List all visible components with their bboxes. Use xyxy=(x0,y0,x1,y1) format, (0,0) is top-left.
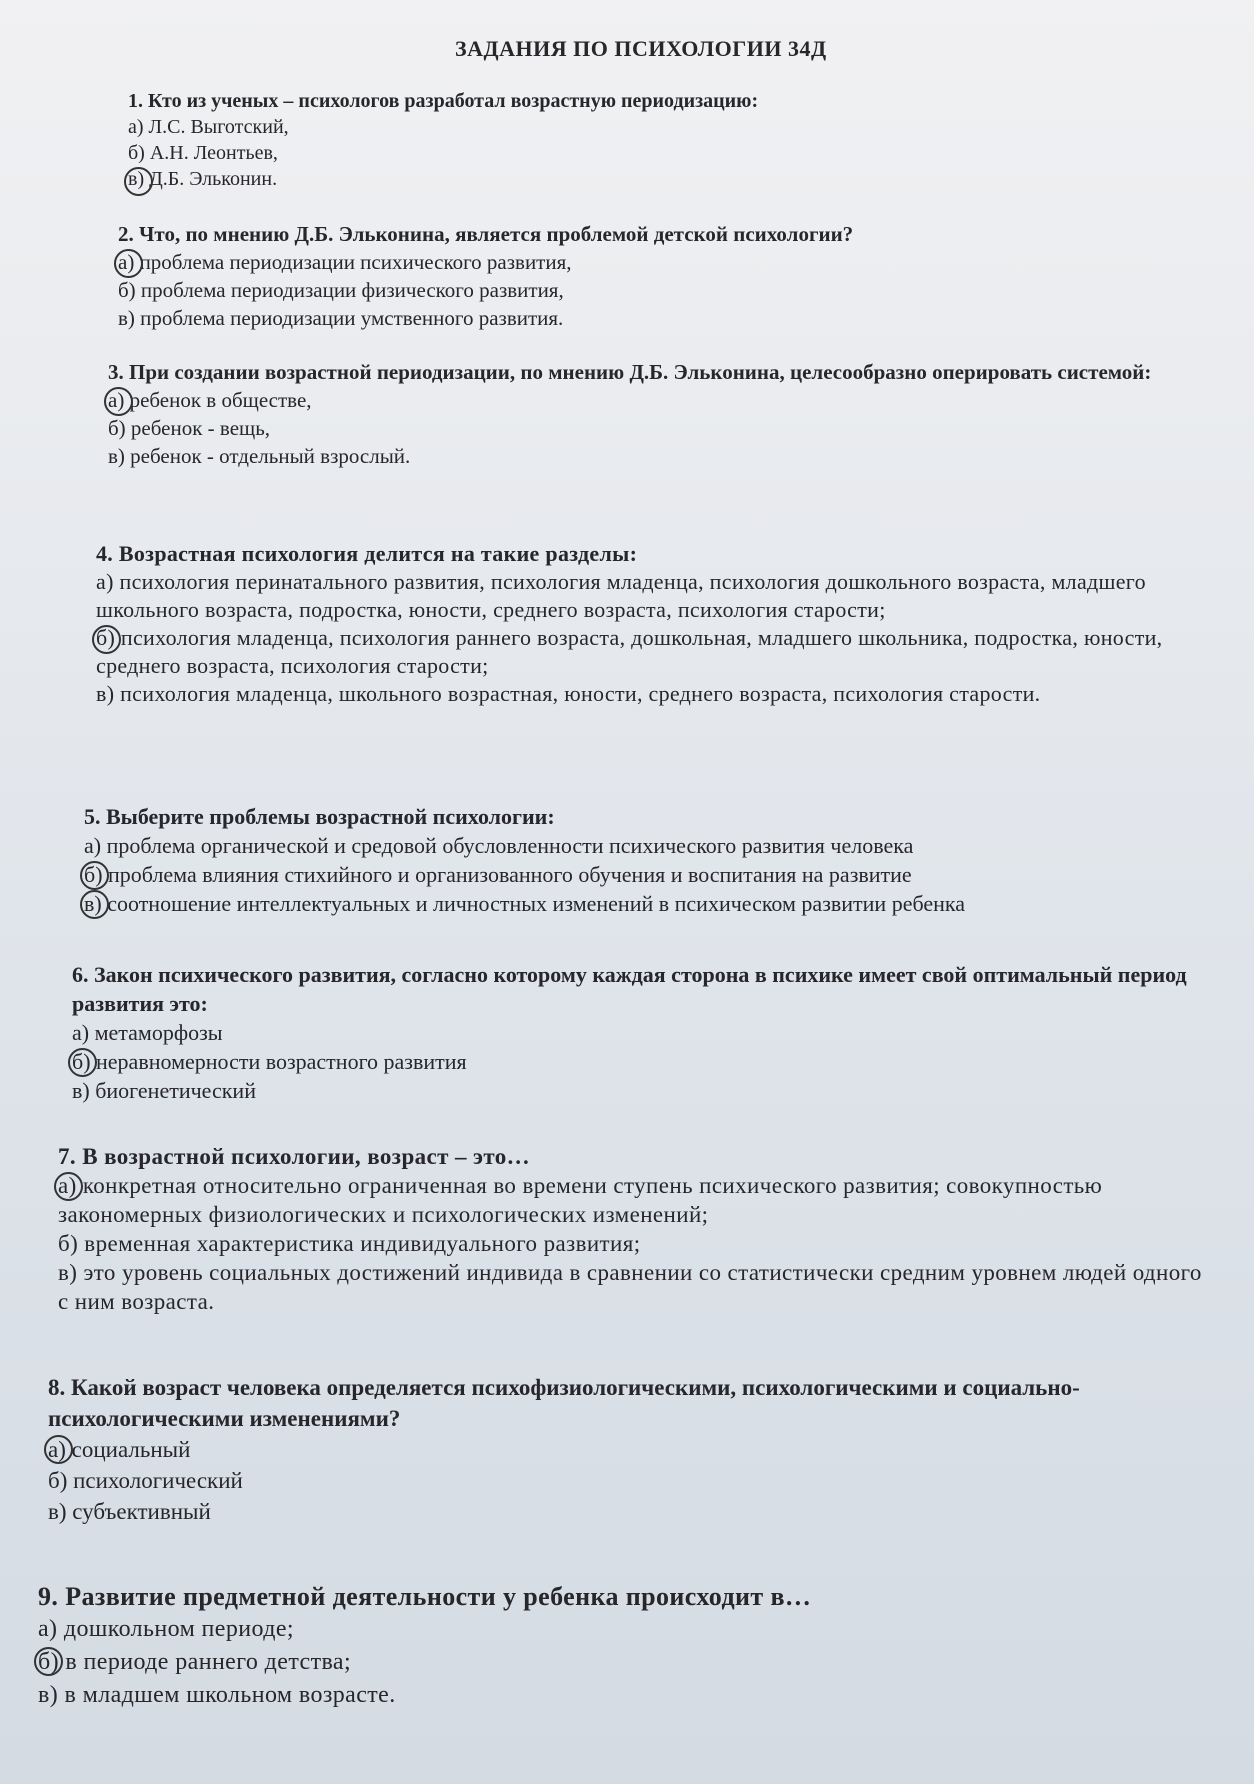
question-6 xyxy=(72,960,1192,1105)
answer-option-marked: б) проблема влияния стихийного и организованного обучения и воспитания на развитие xyxy=(84,860,1224,889)
answer-option: в) в младшем школьном возрасте. xyxy=(38,1682,396,1708)
question-title: 1. Кто из ученых – психологов разработал возрастную периодизацию: xyxy=(128,90,759,112)
answer-option-marked: в) соотношение интеллектуальных и личностных изменений в психическом развитии ребенка xyxy=(84,889,1224,918)
answer-option-marked: в) Д.Б. Эльконин. xyxy=(128,166,1188,192)
answer-option: б) временная характеристика индивидуального развития; xyxy=(58,1231,641,1256)
answer-option: в) биогенетический xyxy=(72,1078,256,1103)
answer-option-marked: б) неравномерности возрастного развития xyxy=(72,1047,1192,1076)
answer-option: а) Л.С. Выготский, xyxy=(128,116,289,138)
page-title: ЗАДАНИЯ ПО ПСИХОЛОГИИ 34Д xyxy=(455,36,827,61)
question-title: 4. Возрастная психология делится на такие разделы: xyxy=(96,541,638,566)
answer-option: б) психологический xyxy=(48,1468,243,1493)
question-5 xyxy=(84,802,1224,918)
answer-option-marked: а) ребенок в обществе, xyxy=(108,386,1178,414)
answer-option-marked: а) проблема периодизации психического развития, xyxy=(118,248,1198,276)
answer-option: а) психология перинатального развития, психология младенца, психология дошкольного возраста, младшего школьного возраста, подростка, юности, среднего возраста, психология старости; xyxy=(96,569,1146,622)
answer-option: в) субъективный xyxy=(48,1499,211,1524)
question-7 xyxy=(58,1142,1208,1316)
answer-option: а) метаморфозы xyxy=(72,1020,223,1045)
question-8 xyxy=(48,1372,1198,1527)
answer-option-marked: б) психология младенца, психология раннего возраста, дошкольная, младшего школьника, подростка, юности, среднего возраста, психология старости; xyxy=(96,624,1226,680)
question-2 xyxy=(118,220,1198,332)
question-3 xyxy=(108,358,1178,470)
question-title: 6. Закон психического развития, согласно которому каждая сторона в психике имеет свой оптимальный период развития это: xyxy=(72,962,1187,1016)
answer-option-marked: б) в периоде раннего детства; xyxy=(38,1646,1198,1679)
question-title: 7. В возрастной психологии, возраст – это… xyxy=(58,1144,531,1169)
answer-option: в) ребенок - отдельный взрослый. xyxy=(108,444,411,468)
question-title: 9. Развитие предметной деятельности у ребенка происходит в… xyxy=(38,1582,812,1611)
answer-option: б) А.Н. Леонтьев, xyxy=(128,142,278,164)
question-1 xyxy=(128,88,1188,192)
question-title: 2. Что, по мнению Д.Б. Эльконина, является проблемой детской психологии? xyxy=(118,222,854,246)
answer-option: б) ребенок - вещь, xyxy=(108,416,271,440)
answer-option: а) проблема органической и средовой обусловленности психического развития человека xyxy=(84,833,914,858)
answer-option: в) это уровень социальных достижений индивида в сравнении со статистически средним уровнем людей одного с ним возраста. xyxy=(58,1260,1202,1314)
question-4 xyxy=(96,540,1226,708)
answer-option-marked: а) социальный xyxy=(48,1434,1198,1465)
question-title: 5. Выберите проблемы возрастной психологии: xyxy=(84,804,555,829)
answer-option: в) психология младенца, школьного возрастная, юности, среднего возраста, психология старости. xyxy=(96,681,1041,706)
answer-option: а) дошкольном периоде; xyxy=(38,1616,294,1642)
answer-option: в) проблема периодизации умственного развития. xyxy=(118,306,564,330)
question-title: 3. При создании возрастной периодизации, по мнению Д.Б. Эльконина, целесообразно оперировать системой: xyxy=(108,360,1152,384)
question-title: 8. Какой возраст человека определяется психофизиологическими, психологическими и социально-психологическими изменениями? xyxy=(48,1375,1080,1431)
question-9 xyxy=(38,1580,1198,1712)
answer-option-marked: а) конкретная относительно ограниченная во времени ступень психического развития; совокупностью закономерных физиологических и психологических изменений; xyxy=(58,1171,1208,1229)
answer-option: б) проблема периодизации физического развития, xyxy=(118,278,564,302)
